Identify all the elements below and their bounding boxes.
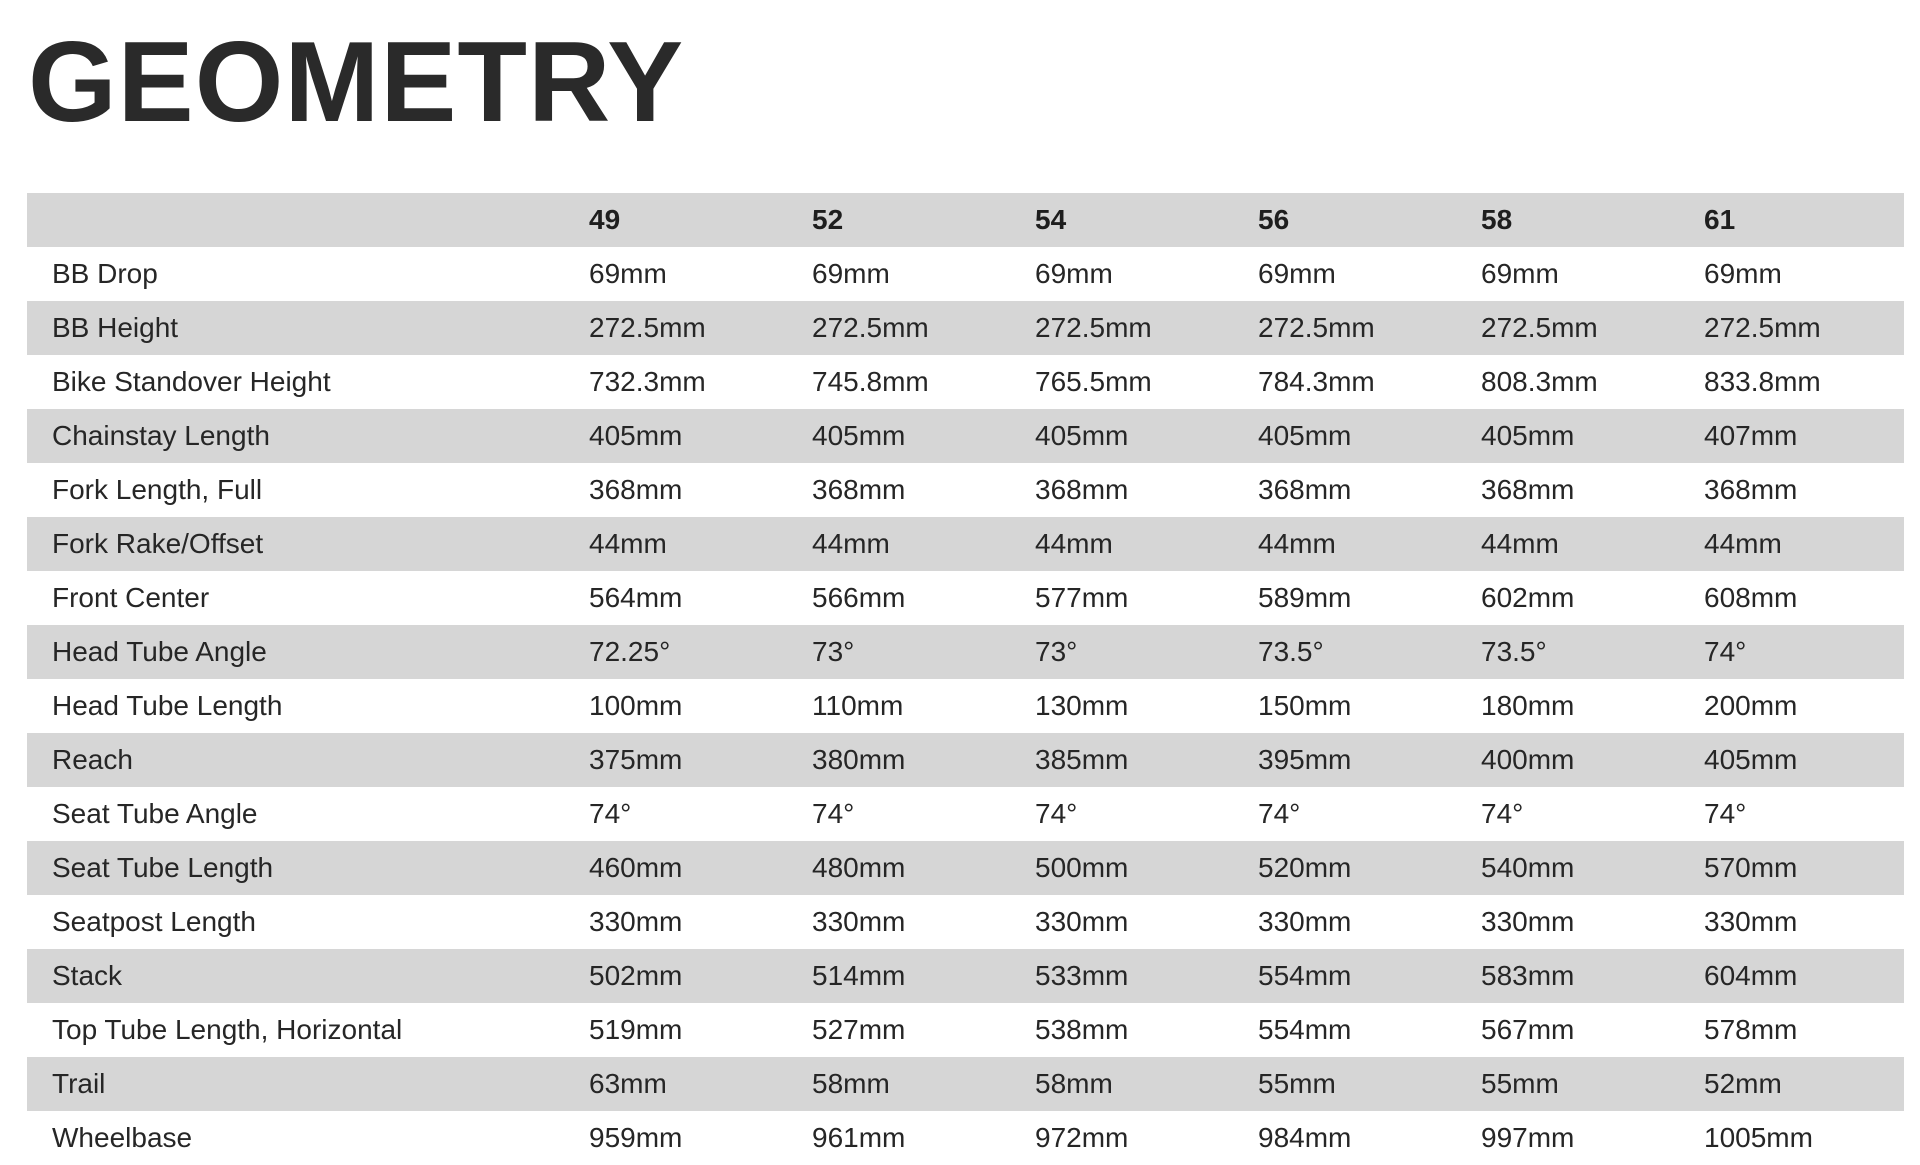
table-row: [27, 679, 1904, 733]
table-cell: 272.5mm: [589, 312, 706, 343]
table-cell: 502mm: [589, 960, 683, 991]
table-cell: 368mm: [589, 474, 683, 505]
table-row: [27, 841, 1904, 895]
table-cell: 745.8mm: [812, 366, 929, 397]
table-cell: 554mm: [1258, 960, 1352, 991]
table-cell: 55mm: [1481, 1068, 1559, 1099]
table-cell: 44mm: [589, 528, 667, 559]
table-cell: 380mm: [812, 744, 906, 775]
page-title: GEOMETRY: [28, 19, 685, 146]
table-cell: 520mm: [1258, 852, 1352, 883]
table-cell: 69mm: [1481, 258, 1559, 289]
table-row: [27, 409, 1904, 463]
column-header-size: 52: [812, 204, 844, 235]
table-cell: 73°: [1035, 636, 1078, 667]
table-row: [27, 301, 1904, 355]
table-cell: 74°: [1258, 798, 1301, 829]
table-cell: 74°: [1704, 798, 1747, 829]
geometry-table: [27, 193, 1904, 1165]
table-cell: 972mm: [1035, 1122, 1129, 1153]
table-cell: 200mm: [1704, 690, 1798, 721]
table-row: [27, 625, 1904, 679]
table-row: [27, 895, 1904, 949]
row-label: Front Center: [52, 582, 210, 613]
table-cell: 44mm: [1481, 528, 1559, 559]
table-cell: 368mm: [1035, 474, 1129, 505]
table-cell: 1005mm: [1704, 1122, 1813, 1153]
table-cell: 554mm: [1258, 1014, 1352, 1045]
table-cell: 564mm: [589, 582, 683, 613]
column-header-size: 58: [1481, 204, 1513, 235]
row-label: Reach: [52, 744, 133, 775]
table-cell: 58mm: [812, 1068, 890, 1099]
table-cell: 74°: [1481, 798, 1524, 829]
table-row: [27, 787, 1904, 841]
table-cell: 272.5mm: [1258, 312, 1375, 343]
table-cell: 385mm: [1035, 744, 1129, 775]
table-cell: 570mm: [1704, 852, 1798, 883]
table-row: [27, 1003, 1904, 1057]
table-cell: 961mm: [812, 1122, 906, 1153]
table-cell: 765.5mm: [1035, 366, 1152, 397]
column-header-size: 49: [589, 204, 621, 235]
row-label: Trail: [52, 1068, 106, 1099]
table-cell: 833.8mm: [1704, 366, 1821, 397]
table-cell: 74°: [1035, 798, 1078, 829]
table-cell: 55mm: [1258, 1068, 1336, 1099]
row-label: Stack: [52, 960, 123, 991]
row-label: Fork Length, Full: [52, 474, 263, 505]
table-cell: 405mm: [589, 420, 683, 451]
table-cell: 74°: [589, 798, 632, 829]
table-cell: 519mm: [589, 1014, 683, 1045]
row-label: Head Tube Angle: [52, 636, 267, 667]
row-label: Wheelbase: [52, 1122, 193, 1153]
table-cell: 272.5mm: [1035, 312, 1152, 343]
table-cell: 368mm: [1704, 474, 1798, 505]
table-row: [27, 463, 1904, 517]
table-cell: 375mm: [589, 744, 683, 775]
row-label: Head Tube Length: [52, 690, 283, 721]
table-cell: 984mm: [1258, 1122, 1352, 1153]
table-cell: 602mm: [1481, 582, 1575, 613]
row-label: Bike Standover Height: [52, 366, 331, 397]
row-label: BB Height: [52, 312, 179, 343]
table-cell: 272.5mm: [1481, 312, 1598, 343]
table-cell: 538mm: [1035, 1014, 1129, 1045]
table-cell: 272.5mm: [1704, 312, 1821, 343]
table-cell: 58mm: [1035, 1068, 1113, 1099]
table-row: [27, 247, 1904, 301]
table-cell: 63mm: [589, 1068, 667, 1099]
table-cell: 578mm: [1704, 1014, 1798, 1045]
table-cell: 180mm: [1481, 690, 1575, 721]
table-cell: 74°: [812, 798, 855, 829]
table-row: [27, 355, 1904, 409]
table-cell: 808.3mm: [1481, 366, 1598, 397]
table-cell: 608mm: [1704, 582, 1798, 613]
table-cell: 405mm: [1035, 420, 1129, 451]
table-row: [27, 517, 1904, 571]
table-cell: 368mm: [1481, 474, 1575, 505]
table-cell: 395mm: [1258, 744, 1352, 775]
column-header-label: [27, 193, 589, 247]
table-cell: 540mm: [1481, 852, 1575, 883]
table-cell: 577mm: [1035, 582, 1129, 613]
table-cell: 73.5°: [1258, 636, 1324, 667]
table-cell: 368mm: [1258, 474, 1352, 505]
column-header-size: 56: [1258, 204, 1290, 235]
table-row: [27, 733, 1904, 787]
table-cell: 368mm: [812, 474, 906, 505]
table-cell: 69mm: [1704, 258, 1782, 289]
table-cell: 330mm: [1481, 906, 1575, 937]
table-cell: 330mm: [589, 906, 683, 937]
table-cell: 330mm: [812, 906, 906, 937]
table-cell: 110mm: [812, 690, 904, 721]
table-cell: 566mm: [812, 582, 906, 613]
table-cell: 73°: [812, 636, 855, 667]
table-cell: 405mm: [1704, 744, 1798, 775]
table-cell: 150mm: [1258, 690, 1352, 721]
table-row: [27, 949, 1904, 1003]
table-row: [27, 1111, 1904, 1165]
table-cell: 69mm: [1258, 258, 1336, 289]
table-cell: 583mm: [1481, 960, 1575, 991]
table-cell: 567mm: [1481, 1014, 1575, 1045]
table-cell: 130mm: [1035, 690, 1129, 721]
row-label: Seatpost Length: [52, 906, 256, 937]
table-cell: 500mm: [1035, 852, 1129, 883]
table-cell: 44mm: [1035, 528, 1113, 559]
table-row: [27, 571, 1904, 625]
row-label: BB Drop: [52, 258, 158, 289]
table-cell: 330mm: [1035, 906, 1129, 937]
table-cell: 533mm: [1035, 960, 1129, 991]
row-label: Chainstay Length: [52, 420, 270, 451]
table-body: [27, 247, 1904, 1165]
table-cell: 527mm: [812, 1014, 906, 1045]
table-cell: 732.3mm: [589, 366, 706, 397]
table-cell: 480mm: [812, 852, 906, 883]
table-cell: 72.25°: [589, 636, 671, 667]
row-label: Top Tube Length, Horizontal: [52, 1014, 403, 1045]
table-cell: 784.3mm: [1258, 366, 1375, 397]
table-cell: 405mm: [812, 420, 906, 451]
table-cell: 997mm: [1481, 1122, 1575, 1153]
table-cell: 407mm: [1704, 420, 1798, 451]
table-cell: 589mm: [1258, 582, 1352, 613]
table-header-row: [27, 193, 1904, 247]
table-cell: 69mm: [589, 258, 667, 289]
table-cell: 514mm: [812, 960, 906, 991]
row-label: Fork Rake/Offset: [52, 528, 264, 559]
table-cell: 69mm: [812, 258, 890, 289]
table-cell: 330mm: [1258, 906, 1352, 937]
table-cell: 73.5°: [1481, 636, 1547, 667]
table-cell: 405mm: [1481, 420, 1575, 451]
table-cell: 44mm: [812, 528, 890, 559]
table-cell: 69mm: [1035, 258, 1113, 289]
table-cell: 74°: [1704, 636, 1747, 667]
column-header-size: 54: [1035, 204, 1067, 235]
table-cell: 52mm: [1704, 1068, 1782, 1099]
table-cell: 330mm: [1704, 906, 1798, 937]
table-cell: 405mm: [1258, 420, 1352, 451]
table-cell: 959mm: [589, 1122, 683, 1153]
table-row: [27, 1057, 1904, 1111]
table-cell: 44mm: [1704, 528, 1782, 559]
table-cell: 460mm: [589, 852, 683, 883]
row-label: Seat Tube Length: [52, 852, 274, 883]
table-cell: 272.5mm: [812, 312, 929, 343]
table-cell: 100mm: [589, 690, 683, 721]
table-cell: 44mm: [1258, 528, 1336, 559]
row-label: Seat Tube Angle: [52, 798, 258, 829]
table-cell: 400mm: [1481, 744, 1575, 775]
table-cell: 604mm: [1704, 960, 1798, 991]
column-header-size: 61: [1704, 204, 1736, 235]
